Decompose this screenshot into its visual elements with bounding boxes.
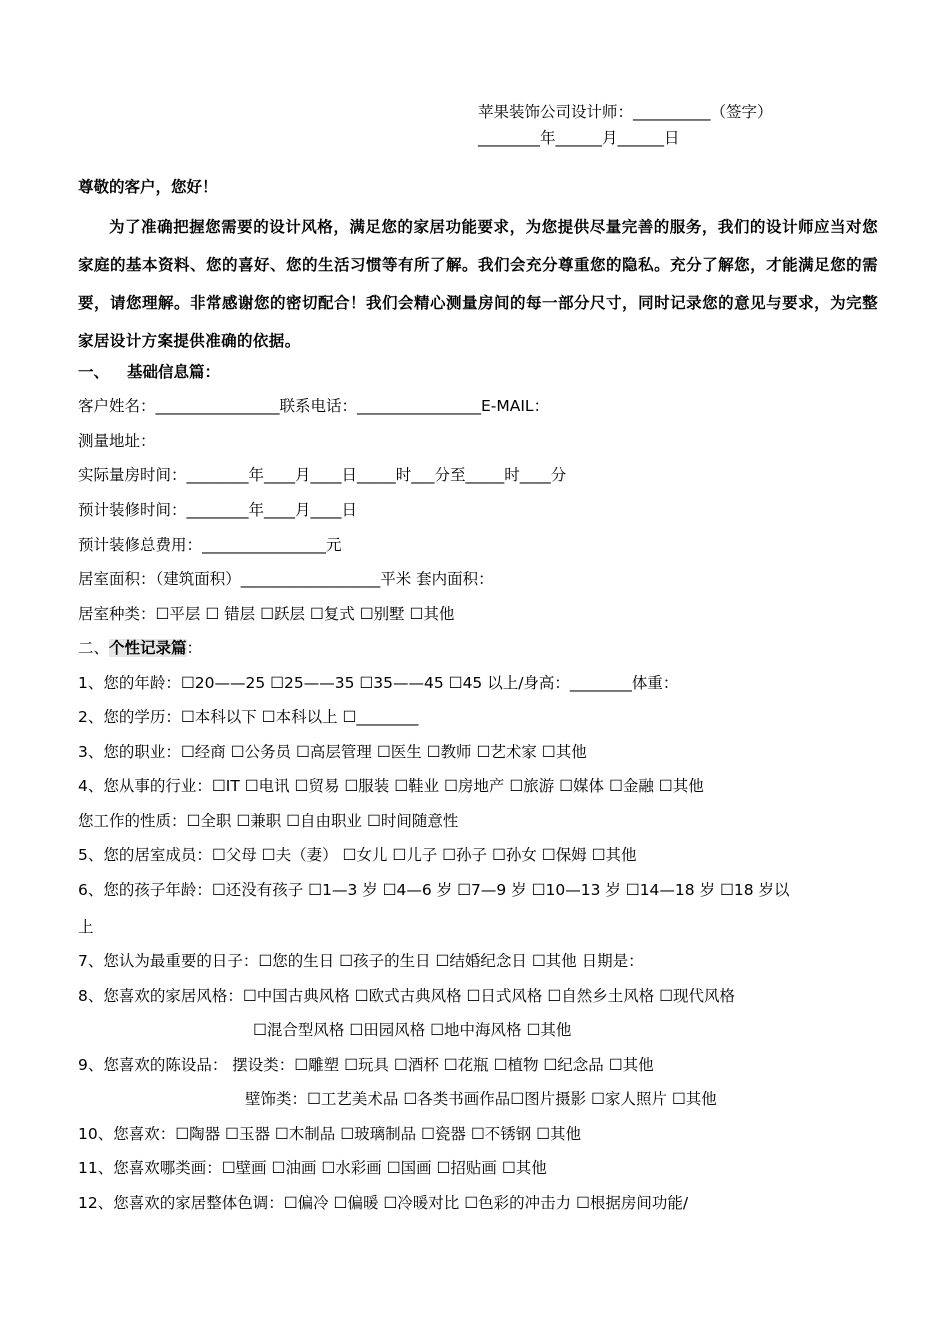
- question-children-age: 6、您的孩子年龄：☐还没有孩子 ☐1—3 岁 ☐4—6 岁 ☐7—9 岁 ☐10—13 岁 ☐14—18 岁 ☐18 岁以: [78, 881, 790, 899]
- section1-number: 一、: [78, 363, 110, 381]
- question-furnishings: 9、您喜欢的陈设品： 摆设类：☐雕塑 ☐玩具 ☐酒杯 ☐花瓶 ☐植物 ☐纪念品 ☐其他: [78, 1056, 654, 1074]
- question-materials: 10、您喜欢：☐陶器 ☐玉器 ☐木制品 ☐玻璃制品 ☐瓷器 ☐不锈钢 ☐其他: [78, 1125, 582, 1143]
- renovation-time-row: 预计装修时间：________年____月____日: [78, 501, 358, 519]
- question-home-style: 8、您喜欢的家居风格：☐中国古典风格 ☐欧式古典风格 ☐日式风格 ☐自然乡土风格 ☐现代风格: [78, 987, 736, 1005]
- area-row: 居室面积：（建筑面积）__________________平米 套内面积：: [78, 570, 494, 588]
- section2-colon: ：: [186, 639, 203, 657]
- section2-heading: [78, 637, 202, 659]
- section1-title: 基础信息篇：: [127, 363, 221, 381]
- question-children-age-cont: 上: [78, 918, 94, 936]
- customer-info-row: 客户姓名：________________联系电话：________________E-MAIL：: [78, 397, 550, 415]
- address-row: 测量地址：: [78, 432, 156, 450]
- question-occupation: 3、您的职业：☐经商 ☐公务员 ☐高层管理 ☐医生 ☐教师 ☐艺术家 ☐其他: [78, 743, 587, 761]
- question-household: 5、您的居室成员：☐父母 ☐夫（妻） ☐女儿 ☐儿子 ☐孙子 ☐孙女 ☐保姆 ☐其他: [78, 846, 637, 864]
- question-color-tone: 12、您喜欢的家居整体色调：☐偏冷 ☐偏暖 ☐冷暖对比 ☐色彩的冲击力 ☐根据房间功能/: [78, 1194, 689, 1212]
- section2-number: 二、: [78, 639, 110, 657]
- question-education: 2、您的学历：☐本科以下 ☐本科以上 ☐________: [78, 708, 419, 726]
- question-age: 1、您的年龄：☐20——25 ☐25——35 ☐35——45 ☐45 以上/身高：________体重：: [78, 674, 679, 692]
- greeting: 尊敬的客户，您好！: [78, 178, 218, 196]
- section2-title: 个性记录篇: [109, 639, 187, 657]
- question-wall-decor: 壁饰类：☐工艺美术品 ☐各类书画作品☐图片摄影 ☐家人照片 ☐其他: [245, 1090, 717, 1108]
- question-paintings: 11、您喜欢哪类画：☐壁画 ☐油画 ☐水彩画 ☐国画 ☐招贴画 ☐其他: [78, 1159, 547, 1177]
- question-home-style-cont: ☐混合型风格 ☐田园风格 ☐地中海风格 ☐其他: [253, 1021, 572, 1039]
- designer-signature-line: 苹果装饰公司设计师：__________（签字）: [478, 103, 773, 121]
- intro-paragraph: 为了准确把握您需要的设计风格，满足您的家居功能要求，为您提供尽量完善的服务，我们的设计师应当对您家庭的基本资料、您的喜好、您的生活习惯等有所了解。我们会充分尊重您的隐私。充分了解您，才能满足您的需要，请您理解。非常感谢您的密切配合！我们会精心测量房间的每一部分尺寸，同时记录您的意见与要求，为完整家居设计方案提供准确的依据。: [78, 218, 878, 350]
- question-important-days: 7、您认为最重要的日子：☐您的生日 ☐孩子的生日 ☐结婚纪念日 ☐其他 日期是：: [78, 952, 644, 970]
- question-industry: 4、您从事的行业：☐IT ☐电讯 ☐贸易 ☐服装 ☐鞋业 ☐房地产 ☐旅游 ☐媒体 ☐金融 ☐其他: [78, 777, 704, 795]
- budget-row: 预计装修总费用：________________元: [78, 536, 342, 554]
- date-line: ________年______月______日: [478, 129, 680, 147]
- question-work-nature: 您工作的性质：☐全职 ☐兼职 ☐自由职业 ☐时间随意性: [78, 812, 459, 830]
- measure-time-row: 实际量房时间：________年____月____日_____时___分至_____时____分: [78, 466, 567, 484]
- residence-type-row: 居室种类：☐平层 ☐ 错层 ☐跃层 ☐复式 ☐别墅 ☐其他: [78, 605, 455, 623]
